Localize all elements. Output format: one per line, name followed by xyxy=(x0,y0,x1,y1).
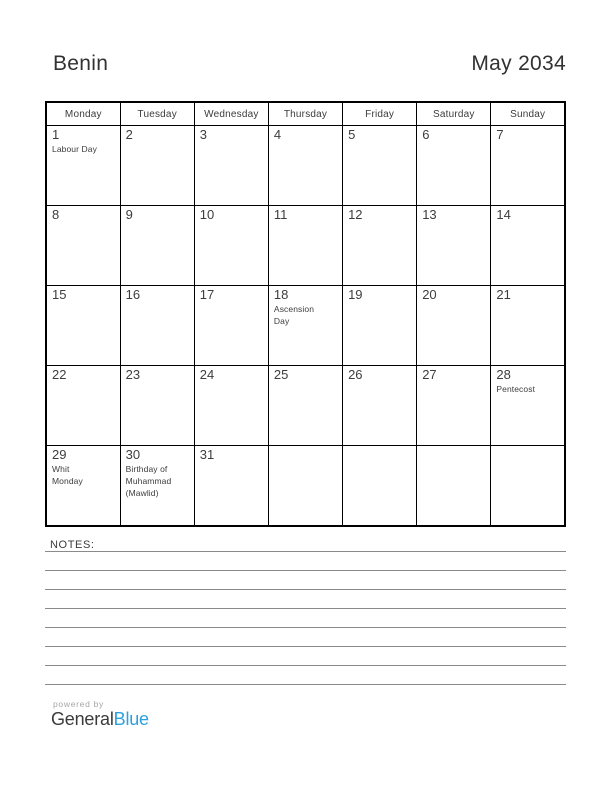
day-cell-3 xyxy=(194,126,268,206)
notes-line xyxy=(45,647,566,666)
notes-line xyxy=(45,552,566,571)
day-number: 1 xyxy=(52,127,60,142)
calendar-table xyxy=(45,101,566,527)
day-number: 4 xyxy=(273,127,282,142)
weekday-header-thursday: Thursday xyxy=(268,102,342,126)
day-cell-23 xyxy=(120,366,194,446)
day-cell-1 xyxy=(46,126,120,206)
day-cell-2 xyxy=(120,126,194,206)
day-number: 22 xyxy=(52,367,67,382)
day-number: 23 xyxy=(125,367,141,382)
day-number: 12 xyxy=(348,207,363,222)
day-cell-12 xyxy=(343,206,417,286)
weekday-header-row xyxy=(46,102,565,126)
day-cell-24 xyxy=(194,366,268,446)
day-number: 18 xyxy=(273,287,289,302)
day-number: 27 xyxy=(422,367,437,382)
day-number: 2 xyxy=(125,127,133,142)
day-cell-6 xyxy=(417,126,491,206)
day-number: 7 xyxy=(496,127,504,142)
day-number: 19 xyxy=(348,287,363,302)
day-cell-15 xyxy=(46,286,120,366)
day-cell-29 xyxy=(46,446,120,527)
day-number: 30 xyxy=(125,447,141,462)
notes-label-row xyxy=(45,535,566,552)
day-cell-9 xyxy=(120,206,194,286)
holiday-label: Whit Monday xyxy=(52,463,83,486)
day-number: 13 xyxy=(422,207,437,222)
weekday-header-sunday: Sunday xyxy=(491,102,565,126)
day-number: 9 xyxy=(125,207,133,222)
notes-line xyxy=(45,571,566,590)
weekday-header-friday: Friday xyxy=(343,102,417,126)
page-title: Benin xyxy=(53,52,109,75)
brand-general-text: General xyxy=(51,709,114,729)
holiday-label: Labour Day xyxy=(52,143,97,154)
powered-by-text: powered by xyxy=(53,699,104,709)
day-cell-17 xyxy=(194,286,268,366)
day-cell-16 xyxy=(120,286,194,366)
week-row xyxy=(46,446,565,527)
empty-cell xyxy=(491,446,565,527)
day-number: 26 xyxy=(348,367,363,382)
day-number: 14 xyxy=(496,207,511,222)
notes-line xyxy=(45,590,566,609)
day-number: 24 xyxy=(199,367,215,382)
week-row xyxy=(46,126,565,206)
holiday-label: Pentecost xyxy=(496,383,536,394)
day-number: 17 xyxy=(199,287,215,302)
brand-logo xyxy=(51,709,149,730)
empty-cell xyxy=(343,446,417,527)
day-cell-5 xyxy=(343,126,417,206)
brand-blue-text: Blue xyxy=(113,709,149,729)
day-cell-26 xyxy=(343,366,417,446)
holiday-label: Ascension Day xyxy=(273,303,315,326)
day-cell-13 xyxy=(417,206,491,286)
day-number: 21 xyxy=(496,287,511,302)
day-cell-22 xyxy=(46,366,120,446)
day-cell-20 xyxy=(417,286,491,366)
notes-section xyxy=(45,535,566,685)
day-cell-18 xyxy=(268,286,342,366)
day-cell-7 xyxy=(491,126,565,206)
week-row xyxy=(46,366,565,446)
day-number: 29 xyxy=(52,447,67,462)
day-cell-19 xyxy=(343,286,417,366)
weekday-header-tuesday: Tuesday xyxy=(120,102,194,126)
empty-cell xyxy=(268,446,342,527)
notes-label: NOTES: xyxy=(50,539,95,551)
day-number: 5 xyxy=(348,127,356,142)
day-number: 15 xyxy=(52,287,67,302)
day-cell-11 xyxy=(268,206,342,286)
weekday-header-saturday: Saturday xyxy=(417,102,491,126)
day-number: 10 xyxy=(199,207,215,222)
day-cell-25 xyxy=(268,366,342,446)
weekday-header-wednesday: Wednesday xyxy=(194,102,268,126)
day-number: 8 xyxy=(52,207,60,222)
calendar-header xyxy=(46,102,565,126)
calendar-body xyxy=(46,126,565,527)
day-cell-10 xyxy=(194,206,268,286)
day-cell-28 xyxy=(491,366,565,446)
footer-brand xyxy=(51,699,149,730)
day-cell-8 xyxy=(46,206,120,286)
day-number: 25 xyxy=(273,367,289,382)
day-number: 28 xyxy=(496,367,511,382)
day-cell-21 xyxy=(491,286,565,366)
month-year-label: May 2034 xyxy=(471,52,566,75)
weekday-header-monday: Monday xyxy=(46,102,120,126)
week-row xyxy=(46,206,565,286)
day-number: 11 xyxy=(273,207,288,222)
notes-line xyxy=(45,628,566,647)
day-number: 6 xyxy=(422,127,430,142)
holiday-label: Birthday of Muhammad (Mawlid) xyxy=(125,463,172,498)
day-number: 16 xyxy=(125,287,141,302)
page-header xyxy=(45,52,566,76)
empty-cell xyxy=(417,446,491,527)
day-cell-4 xyxy=(268,126,342,206)
day-cell-30 xyxy=(120,446,194,527)
day-cell-27 xyxy=(417,366,491,446)
day-number: 20 xyxy=(422,287,437,302)
notes-line xyxy=(45,609,566,628)
notes-line xyxy=(45,666,566,685)
day-number: 3 xyxy=(199,127,208,142)
day-cell-31 xyxy=(194,446,268,527)
day-cell-14 xyxy=(491,206,565,286)
day-number: 31 xyxy=(199,447,215,462)
week-row xyxy=(46,286,565,366)
notes-lines xyxy=(45,552,566,685)
